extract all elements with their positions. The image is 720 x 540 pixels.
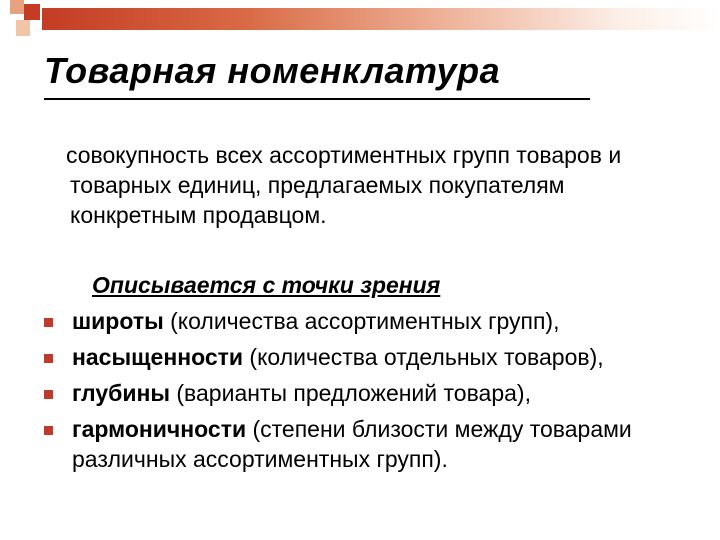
aspect-item-harmony [44, 414, 694, 474]
aspect-term: насыщенности [72, 344, 244, 370]
square-bullet-icon [44, 426, 53, 435]
aspect-item-saturation [44, 342, 694, 372]
definition-text: совокупность всех ассортиментных групп товаров и товарных единиц, предлагаемых покупателям конкретным продавцом. [66, 142, 622, 228]
decorative-square-orange [10, 0, 24, 14]
header-gradient-band [42, 8, 720, 30]
aspect-term: глубины [72, 380, 170, 406]
aspect-description: (количества ассортиментных групп), [163, 308, 560, 334]
aspects-heading: Описывается с точки зрения [92, 272, 441, 298]
aspects-list [44, 306, 694, 480]
square-bullet-icon [44, 354, 53, 363]
aspect-term: гармоничности [72, 416, 247, 442]
aspect-description: (количества отдельных товаров), [243, 344, 604, 370]
aspect-description: (степени близости между товарами различных ассортиментных групп). [72, 416, 632, 472]
aspect-description: (варианты предложений товара), [170, 380, 531, 406]
slide-title: Товарная номенклатура [44, 50, 501, 91]
square-bullet-icon [44, 390, 53, 399]
decorative-square-red [24, 4, 40, 20]
title-underline [44, 98, 590, 100]
aspect-term: широты [72, 308, 164, 334]
aspect-item-depth [44, 378, 694, 408]
aspect-item-breadth [44, 306, 694, 336]
decorative-square-pale [16, 20, 30, 36]
square-bullet-icon [44, 318, 53, 327]
